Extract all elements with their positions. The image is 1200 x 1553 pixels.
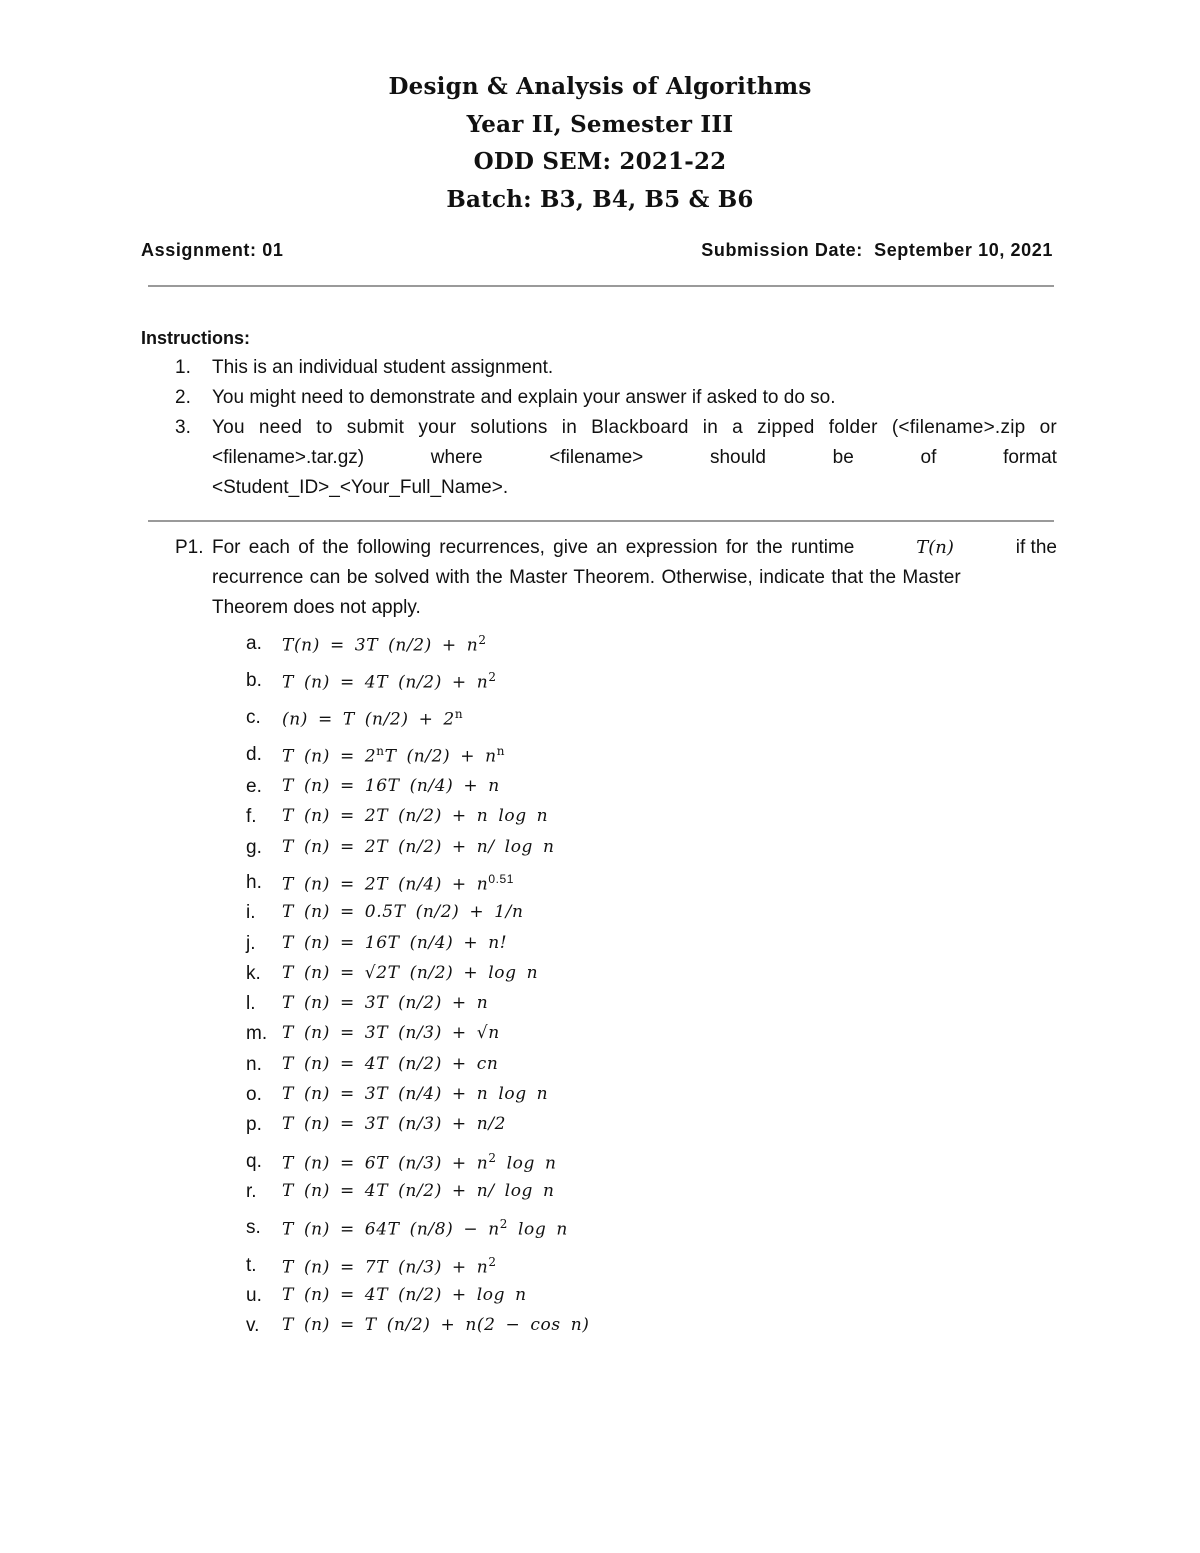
title-line-3: ODD SEM: 2021-22 xyxy=(473,148,727,175)
recurrence-expression xyxy=(282,707,463,730)
problem-text-post: if the xyxy=(1015,537,1057,558)
recurrence-expression: T (n) = 3T (n/3) + √n xyxy=(282,1023,500,1043)
expression-text: T (n/2) + n xyxy=(384,746,497,767)
exponent: 2 xyxy=(499,1217,508,1231)
recurrence-expression: T (n) = 16T (n/4) + n! xyxy=(282,933,508,953)
recurrence-expression: T (n) = 2T (n/2) + n/ log n xyxy=(282,837,555,857)
recurrence-label: s. xyxy=(246,1217,261,1238)
expression-text: log n xyxy=(508,1219,568,1240)
expression-text: log n xyxy=(496,1153,557,1174)
problem-text-line-3: Theorem does not apply. xyxy=(212,597,421,618)
instruction-number: 2. xyxy=(175,387,191,408)
recurrence-expression: T (n) = 2T (n/2) + n log n xyxy=(282,806,549,826)
exponent: 2 xyxy=(488,670,497,684)
recurrence-label: e. xyxy=(246,776,262,797)
recurrence-label: k. xyxy=(246,963,261,984)
problem-text-line-1 xyxy=(212,537,1057,559)
instruction-text-line-2 xyxy=(212,447,1057,469)
instructions-heading: Instructions: xyxy=(141,328,251,348)
recurrence-label: f. xyxy=(246,806,257,827)
expression-text: T (n) = 4T (n/2) + n xyxy=(282,672,489,693)
recurrence-expression: T (n) = 4T (n/2) + log n xyxy=(282,1285,527,1305)
problem-number: P1. xyxy=(175,537,204,558)
recurrence-label: a. xyxy=(246,633,262,654)
recurrence-label: p. xyxy=(246,1114,262,1135)
expression-text: T (n) = 6T (n/3) + n xyxy=(282,1153,489,1174)
recurrence-label: d. xyxy=(246,744,262,765)
title-line-2: Year II, Semester III xyxy=(466,111,734,138)
title-line-1: Design & Analysis of Algorithms xyxy=(388,73,812,100)
recurrence-expression xyxy=(282,872,514,895)
recurrence-expression: T (n) = 3T (n/2) + n xyxy=(282,993,489,1013)
expression-text: T (n) = 2 xyxy=(282,746,377,767)
word: where xyxy=(430,447,483,468)
recurrence-label: i. xyxy=(246,902,256,923)
recurrence-expression xyxy=(282,1151,557,1174)
word: <filename> xyxy=(549,447,644,468)
expression-text: T (n) = 7T (n/3) + n xyxy=(282,1257,489,1278)
expression-text: (n) = T (n/2) + 2 xyxy=(282,709,455,730)
problem-text-pre: For each of the following recurrences, give an expression for the runtime xyxy=(212,537,855,558)
recurrence-expression: T (n) = 16T (n/4) + n xyxy=(282,776,500,796)
recurrence-label: n. xyxy=(246,1054,262,1075)
recurrence-expression: T (n) = 4T (n/2) + cn xyxy=(282,1054,499,1074)
instruction-text-line-1: You need to submit your solutions in Blackboard in a zipped folder (<filename>.zip or xyxy=(212,417,1057,438)
recurrence-label: b. xyxy=(246,670,262,691)
recurrence-label: u. xyxy=(246,1285,262,1306)
recurrence-expression xyxy=(282,1217,568,1240)
recurrence-expression: T (n) = 3T (n/3) + n/2 xyxy=(282,1114,507,1134)
instruction-text: You might need to demonstrate and explain your answer if asked to do so. xyxy=(212,387,836,408)
recurrence-expression: T (n) = T (n/2) + n(2 − cos n) xyxy=(282,1315,590,1335)
recurrence-expression: T (n) = 4T (n/2) + n/ log n xyxy=(282,1181,555,1201)
expression-text: T (n) = 2T (n/4) + n xyxy=(282,874,489,895)
word: of xyxy=(920,447,937,468)
runtime-symbol: T(n) xyxy=(916,537,954,558)
recurrence-label: l. xyxy=(246,993,256,1014)
instruction-number: 3. xyxy=(175,417,191,438)
divider-top xyxy=(148,285,1054,287)
word: <filename>.tar.gz) xyxy=(212,447,365,468)
recurrence-label: c. xyxy=(246,707,261,728)
recurrence-label: q. xyxy=(246,1151,262,1172)
divider-bottom xyxy=(148,520,1054,522)
expression-text: T(n) = 3T (n/2) + n xyxy=(282,635,479,656)
recurrence-label: g. xyxy=(246,837,262,858)
exponent: 2 xyxy=(488,1255,497,1269)
recurrence-expression xyxy=(282,670,497,693)
problem-text-line-2: recurrence can be solved with the Master Theorem. Otherwise, indicate that the Master xyxy=(212,567,961,588)
recurrence-label: h. xyxy=(246,872,262,893)
recurrence-expression xyxy=(282,744,505,767)
exponent: n xyxy=(376,744,385,758)
recurrence-expression: T (n) = 0.5T (n/2) + 1/n xyxy=(282,902,524,922)
title-line-4: Batch: B3, B4, B5 & B6 xyxy=(446,186,754,213)
instruction-text: This is an individual student assignment. xyxy=(212,357,554,378)
assignment-number: Assignment: 01 xyxy=(141,240,284,260)
recurrence-expression: T (n) = 3T (n/4) + n log n xyxy=(282,1084,549,1104)
recurrence-label: o. xyxy=(246,1084,262,1105)
recurrence-label: t. xyxy=(246,1255,257,1276)
recurrence-expression xyxy=(282,1255,497,1278)
word: format xyxy=(1003,447,1057,468)
exponent: 2 xyxy=(478,633,487,647)
exponent: n xyxy=(496,744,506,758)
word: should xyxy=(709,447,766,468)
exponent: 2 xyxy=(488,1151,497,1165)
submission-date: Submission Date: September 10, 2021 xyxy=(701,240,1053,260)
instruction-number: 1. xyxy=(175,357,191,378)
exponent: 0.51 xyxy=(488,872,515,886)
exponent: n xyxy=(454,707,464,721)
recurrence-label: j. xyxy=(246,933,256,954)
recurrence-expression: T (n) = √2T (n/2) + log n xyxy=(282,963,539,983)
word: be xyxy=(832,447,854,468)
recurrence-label: m. xyxy=(246,1023,268,1044)
expression-text: T (n) = 64T (n/8) − n xyxy=(282,1219,500,1240)
recurrence-label: r. xyxy=(246,1181,257,1202)
recurrence-label: v. xyxy=(246,1315,260,1336)
instruction-text-line-3: <Student_ID>_<Your_Full_Name>. xyxy=(212,477,509,498)
recurrence-expression xyxy=(282,633,487,656)
